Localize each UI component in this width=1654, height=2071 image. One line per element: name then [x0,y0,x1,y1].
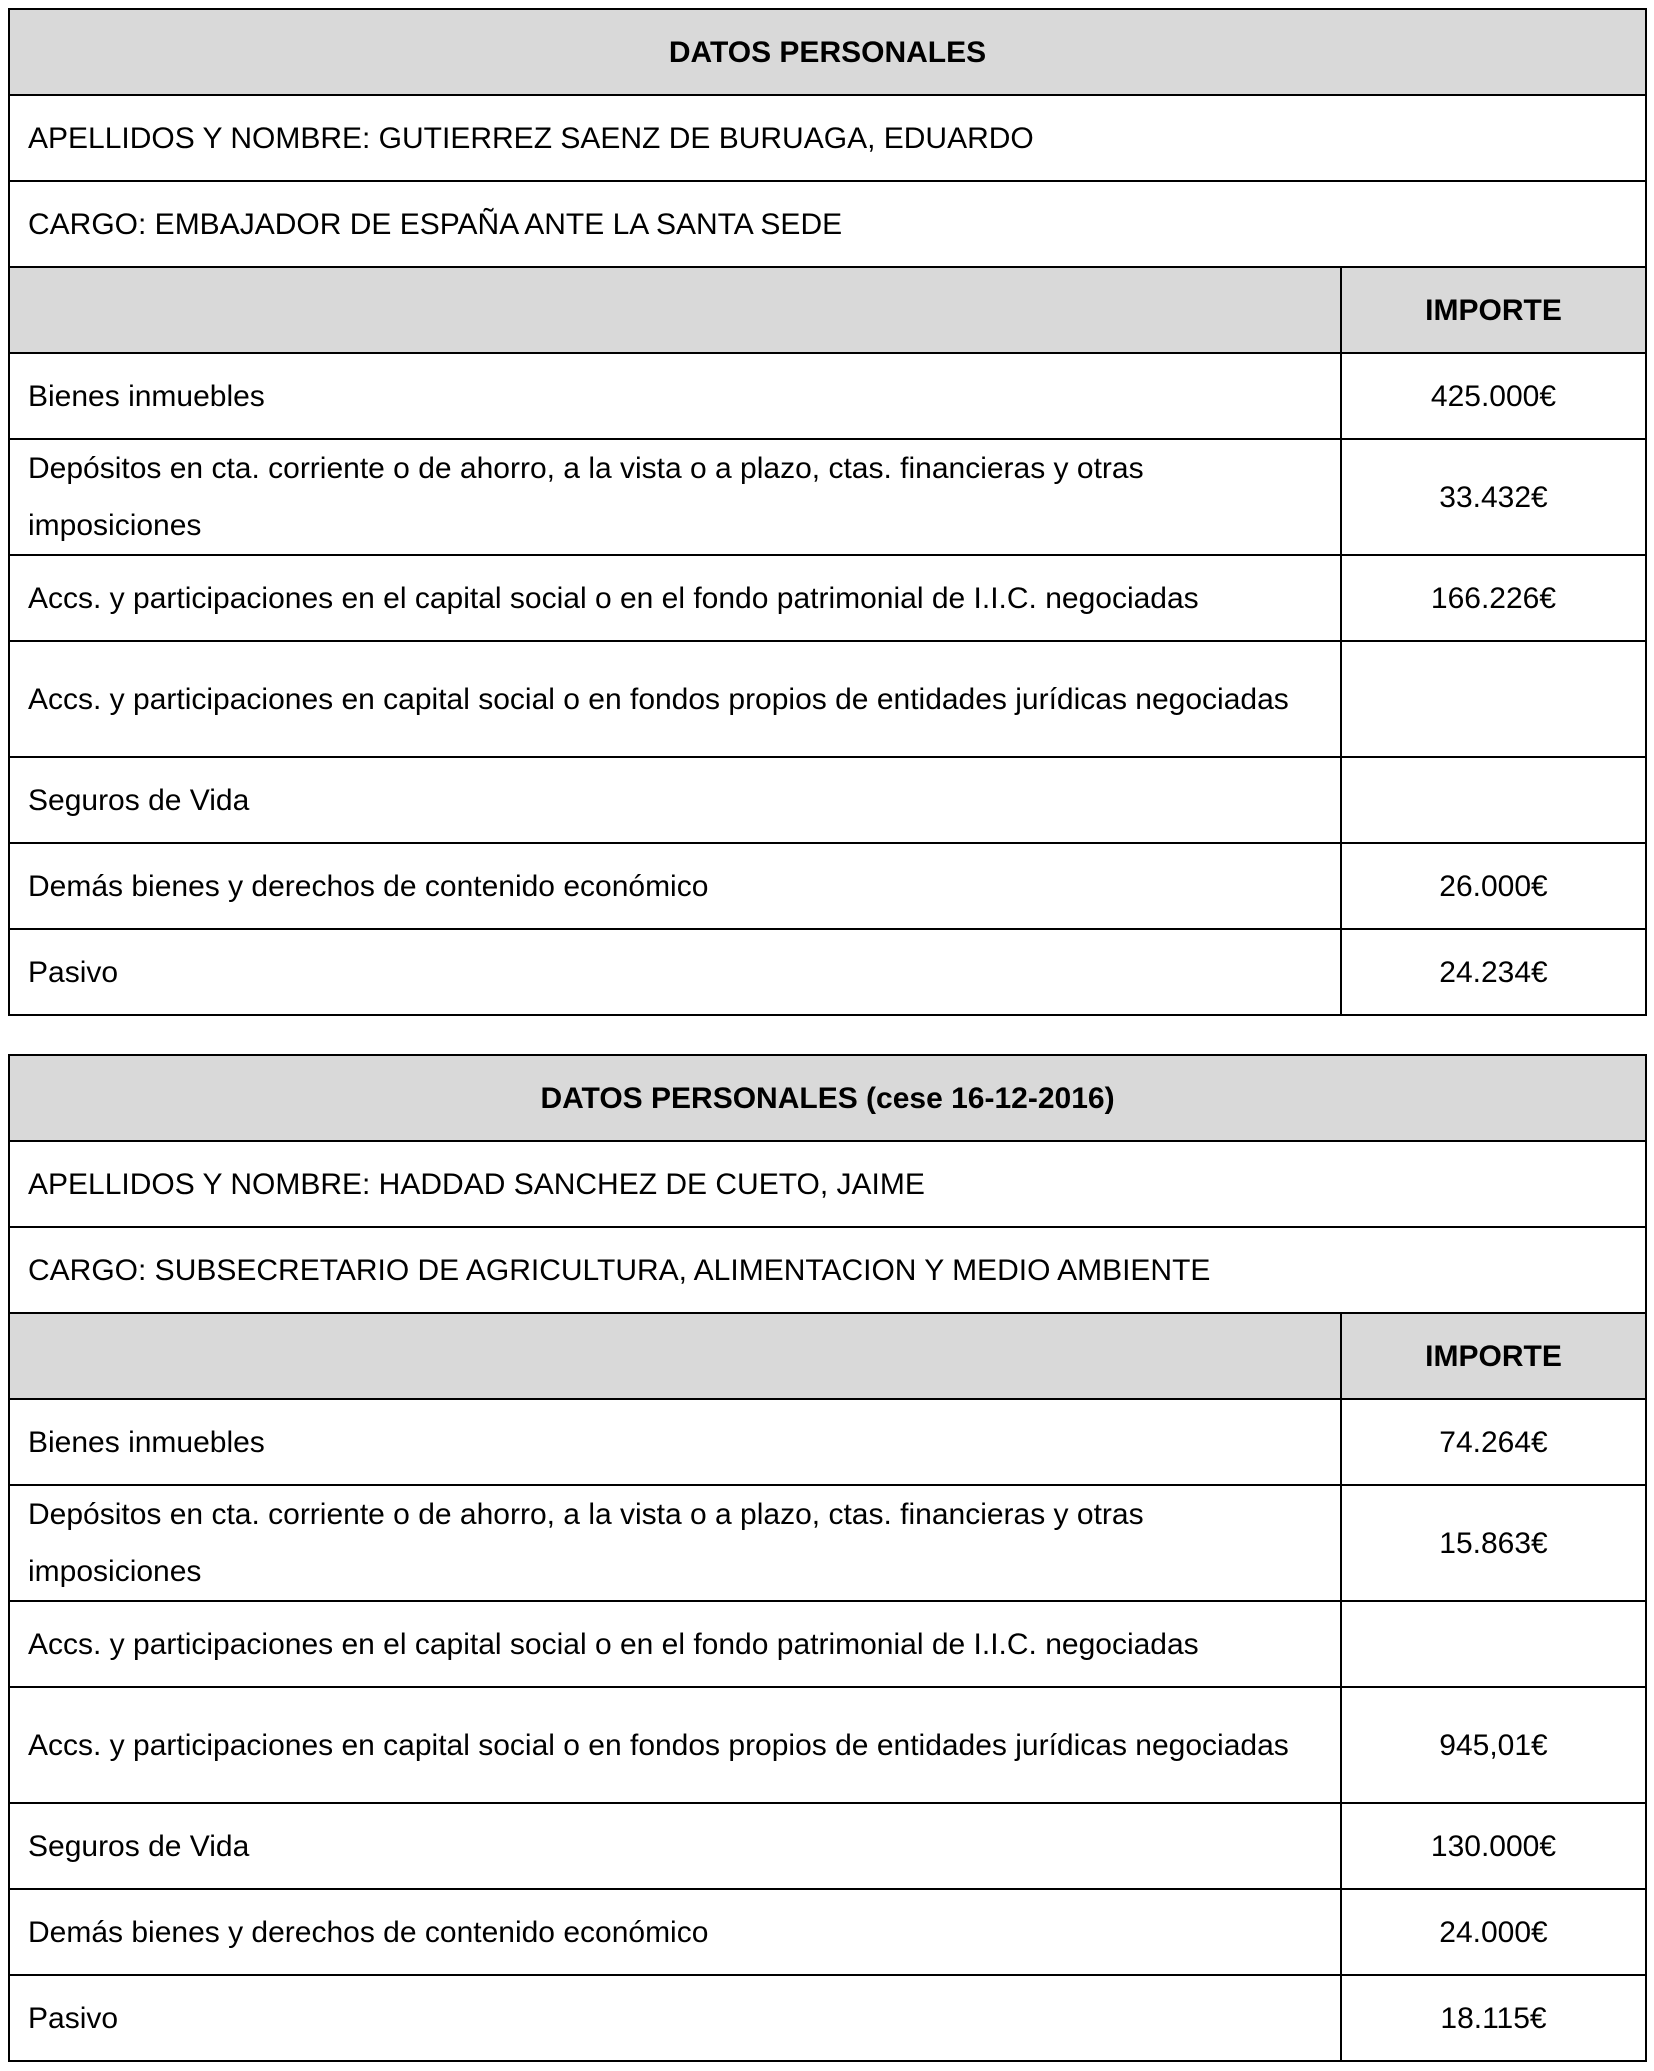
amount-header: IMPORTE [1341,1313,1646,1399]
row-label: Accs. y participaciones en capital social o en fondos propios de entidades jurídicas negociadas [9,641,1341,757]
row-amount: 425.000€ [1341,353,1646,439]
concept-header-cell [9,267,1341,353]
table-row [9,843,1646,929]
row-label: Seguros de Vida [9,757,1341,843]
table-row [9,1803,1646,1889]
row-amount [1341,1601,1646,1687]
declaration-table-2 [8,1054,1647,2062]
row-amount: 18.115€ [1341,1975,1646,2061]
table-row [9,1399,1646,1485]
row-label: Bienes inmuebles [9,1399,1341,1485]
row-label: Demás bienes y derechos de contenido económico [9,1889,1341,1975]
row-label: Bienes inmuebles [9,353,1341,439]
section-header: DATOS PERSONALES (cese 16-12-2016) [9,1055,1646,1141]
table-row [9,555,1646,641]
concept-header-cell [9,1313,1341,1399]
row-amount: 945,01€ [1341,1687,1646,1803]
row-amount: 24.234€ [1341,929,1646,1015]
row-amount: 26.000€ [1341,843,1646,929]
name-line: APELLIDOS Y NOMBRE: GUTIERREZ SAENZ DE BURUAGA, EDUARDO [9,95,1646,181]
table-row [9,1687,1646,1803]
table-row [9,1889,1646,1975]
row-amount: 33.432€ [1341,439,1646,555]
table-row [9,1485,1646,1601]
row-amount: 130.000€ [1341,1803,1646,1889]
name-line: APELLIDOS Y NOMBRE: HADDAD SANCHEZ DE CUETO, JAIME [9,1141,1646,1227]
table-row [9,1601,1646,1687]
table-row [9,353,1646,439]
row-amount: 74.264€ [1341,1399,1646,1485]
row-label: Pasivo [9,929,1341,1015]
amount-header: IMPORTE [1341,267,1646,353]
position-line: CARGO: EMBAJADOR DE ESPAÑA ANTE LA SANTA SEDE [9,181,1646,267]
row-label: Demás bienes y derechos de contenido económico [9,843,1341,929]
section-header: DATOS PERSONALES [9,9,1646,95]
row-amount: 15.863€ [1341,1485,1646,1601]
row-label: Accs. y participaciones en capital social o en fondos propios de entidades jurídicas negociadas [9,1687,1341,1803]
row-label: Depósitos en cta. corriente o de ahorro, a la vista o a plazo, ctas. financieras y otras imposiciones [9,439,1341,555]
row-amount [1341,757,1646,843]
table-row [9,1975,1646,2061]
row-label: Pasivo [9,1975,1341,2061]
row-amount [1341,641,1646,757]
table-row [9,641,1646,757]
row-label: Accs. y participaciones en el capital social o en el fondo patrimonial de I.I.C. negociadas [9,1601,1341,1687]
table-row [9,929,1646,1015]
row-label: Seguros de Vida [9,1803,1341,1889]
table-row [9,439,1646,555]
row-label: Accs. y participaciones en el capital social o en el fondo patrimonial de I.I.C. negociadas [9,555,1341,641]
row-amount: 24.000€ [1341,1889,1646,1975]
row-label: Depósitos en cta. corriente o de ahorro, a la vista o a plazo, ctas. financieras y otras imposiciones [9,1485,1341,1601]
row-amount: 166.226€ [1341,555,1646,641]
position-line: CARGO: SUBSECRETARIO DE AGRICULTURA, ALIMENTACION Y MEDIO AMBIENTE [9,1227,1646,1313]
table-row [9,757,1646,843]
declaration-table-1 [8,8,1647,1016]
